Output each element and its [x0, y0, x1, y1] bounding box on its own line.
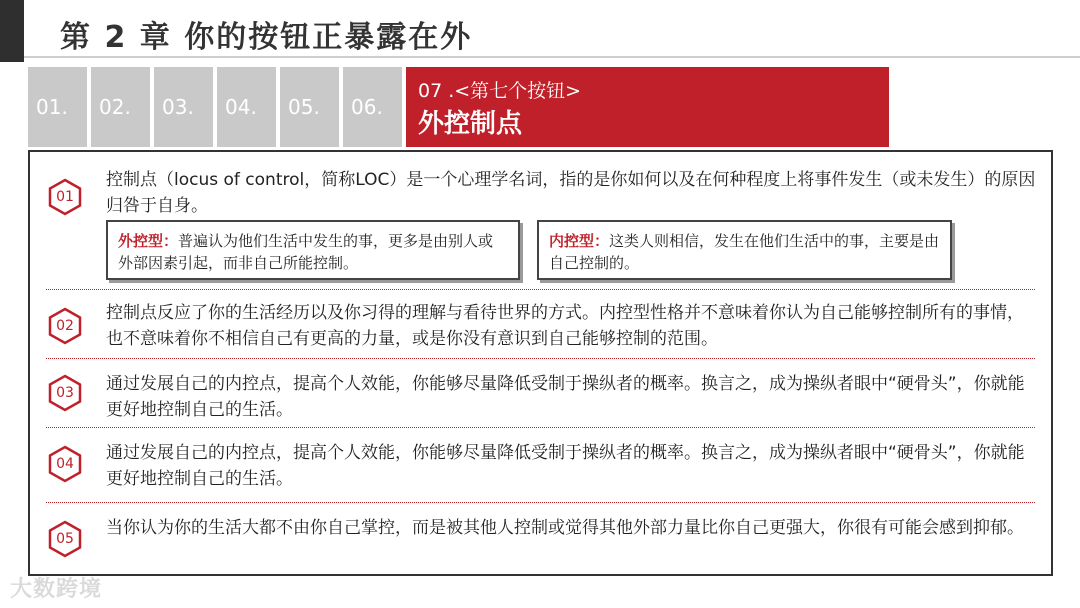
badge-number: 01	[56, 189, 74, 205]
dotted-divider	[46, 289, 1035, 290]
item-text: 控制点反应了你的生活经历以及你习得的理解与看待世界的方式。内控型性格并不意味着你认为自己能够控制所有的事情，也不意味着你不相信自己有更高的力量，或是你没有意识到自己能够控制的范围。	[106, 303, 1024, 349]
hexagon-badge-icon	[46, 374, 84, 412]
tab-04[interactable]: 04.	[217, 67, 276, 147]
item-text: 通过发展自己的内控点，提高个人效能，你能够尽量降低受制于操纵者的概率。换言之，成为操纵者眼中“硬骨头”，你就能更好地控制自己的生活。	[106, 374, 1025, 420]
tab-07-active[interactable]	[406, 67, 889, 147]
badge-number: 05	[56, 531, 74, 547]
side-mark	[0, 0, 24, 62]
chapter-tab-bar	[28, 67, 889, 147]
internal-type-text: 这类人则相信，发生在他们生活中的事，主要是由自己控制的。	[549, 232, 940, 272]
active-tab-name: 外控制点	[418, 109, 523, 139]
hexagon-badge-icon	[46, 445, 84, 483]
tab-01[interactable]: 01.	[28, 67, 87, 147]
item-text: 通过发展自己的内控点，提高个人效能，你能够尽量降低受制于操纵者的概率。换言之，成为操纵者眼中“硬骨头”，你就能更好地控制自己的生活。	[106, 443, 1025, 489]
tab-03[interactable]: 03.	[154, 67, 213, 147]
tab-06[interactable]: 06.	[343, 67, 402, 147]
tab-05[interactable]: 05.	[280, 67, 339, 147]
tab-02[interactable]: 02.	[91, 67, 150, 147]
page-title: 第 2 章 你的按钮正暴露在外	[60, 20, 473, 55]
external-type-text: 普遍认为他们生活中发生的事，更多是由别人或外部因素引起，而非自己所能控制。	[118, 232, 494, 272]
badge-number: 03	[56, 385, 74, 401]
badge-number: 02	[56, 318, 74, 334]
item-text: 当你认为你的生活大都不由你自己掌控，而是被其他人控制或觉得其他外部力量比你自己更强大，你很有可能会感到抑郁。	[106, 518, 1024, 538]
watermark: 大数跨境	[10, 577, 103, 602]
header-divider	[24, 56, 1080, 58]
hexagon-badge-icon	[46, 307, 84, 345]
dotted-divider	[46, 502, 1035, 503]
active-tab-number: 07 .<第七个按钮>	[418, 80, 582, 102]
content-panel	[28, 150, 1053, 576]
hexagon-badge-icon	[46, 520, 84, 558]
internal-type-box	[537, 220, 952, 280]
external-type-label: 外控型：	[118, 232, 179, 250]
dotted-divider	[46, 427, 1035, 428]
internal-type-label: 内控型：	[549, 232, 610, 250]
external-type-box	[106, 220, 520, 280]
badge-number: 04	[56, 456, 74, 472]
hexagon-badge-icon	[46, 178, 84, 216]
item-text: 控制点（locus of control，简称LOC）是一个心理学名词，指的是你如何以及在何种程度上将事件发生（或未发生）的原因归咎于自身。	[106, 170, 1036, 216]
dotted-divider	[46, 358, 1035, 359]
